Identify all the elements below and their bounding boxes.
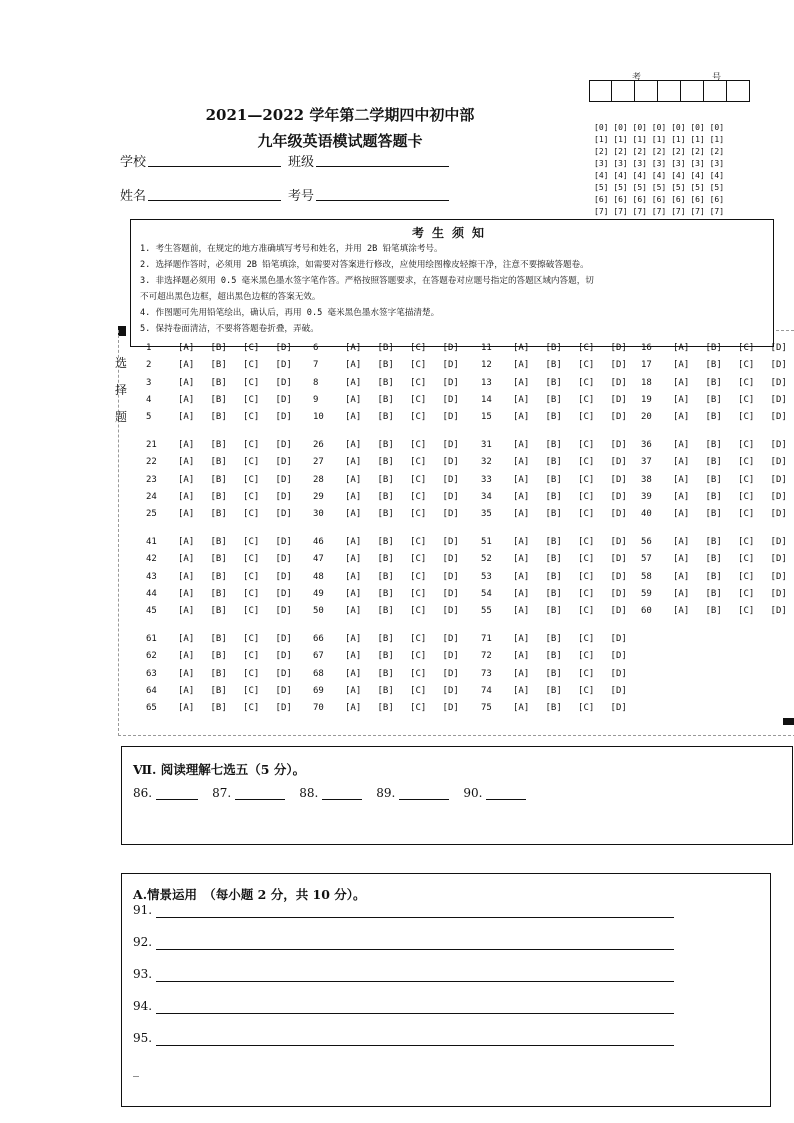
question-number: 23 [146,474,157,485]
question-number: 56 [641,537,652,547]
answer-options[interactable]: [A] [B] [C] [D] [513,343,627,353]
section-7-blanks [133,786,526,800]
mc-question-row[interactable] [641,509,787,519]
mc-question-row[interactable] [481,572,627,582]
question-number: 22 [146,457,157,468]
answer-options[interactable]: [A] [B] [C] [D] [673,491,787,502]
question-number: 46 [313,537,324,547]
question-number: 73 [481,668,492,679]
question-number: 66 [313,634,324,644]
mc-question-row[interactable] [313,360,459,370]
exam-digit-row[interactable]: [5] [5] [5] [5] [5] [5] [5] [594,183,725,192]
answer-options[interactable]: [A] [B] [C] [D] [178,606,292,617]
answer-line[interactable] [156,1012,674,1014]
answer-options[interactable]: [A] [B] [C] [D] [345,651,459,662]
question-number: 5 [146,412,152,423]
notice-line: 1. 考生答题前，在规定的地方准确填写考号和姓名，并用 2B 铅笔填涂考号。 [140,244,443,254]
question-number: 44 [146,588,157,599]
mc-question-row[interactable] [313,634,459,644]
answer-options[interactable]: [A] [B] [C] [D] [345,606,459,617]
blank-item [463,786,526,800]
exam-digit-box[interactable] [704,80,727,102]
mc-question-row[interactable] [146,378,292,388]
mc-question-row[interactable] [146,554,292,564]
mc-question-row[interactable] [146,475,292,485]
question-number: 27 [313,457,324,468]
mc-question-row[interactable] [146,509,292,519]
exam-digit-box[interactable] [727,80,750,102]
answer-options[interactable]: [A] [B] [C] [D] [178,537,292,547]
blank-number: 86. [133,786,153,800]
blank-item [133,786,198,800]
mc-question-row[interactable] [146,589,292,599]
answer-options[interactable]: [A] [B] [C] [D] [673,537,787,547]
mc-question-row[interactable] [481,589,627,599]
exam-digit-box[interactable] [589,80,612,102]
school-label: 学校 [120,155,147,170]
exam-digit-box[interactable] [681,80,704,102]
answer-options[interactable]: [A] [B] [C] [D] [345,412,459,423]
question-number: 8 [313,377,319,388]
mc-question-row[interactable] [146,686,292,696]
question-number: 53 [481,571,492,582]
answer-options[interactable]: [A] [B] [C] [D] [513,554,627,565]
question-number: 64 [146,685,157,696]
answer-options[interactable]: [A] [B] [C] [D] [345,668,459,679]
answer-options[interactable]: [A] [B] [C] [D] [513,360,627,371]
answer-options[interactable]: [A] [B] [C] [D] [513,685,627,696]
notice-line: 5. 保持卷面清洁，不要将答题卷折叠，弄破。 [140,324,319,334]
mc-question-row[interactable] [641,589,787,599]
section-7-title: Ⅶ. 阅读理解七选五（5 分）。 [133,762,306,777]
section-a-trailing-mark: _ [133,1063,139,1077]
answer-options[interactable]: [A] [B] [C] [D] [178,588,292,599]
blank-answer-line[interactable] [322,787,362,800]
question-number: 70 [313,703,324,714]
mc-question-row[interactable] [146,537,292,547]
mc-question-row[interactable] [313,703,459,713]
question-number: 29 [313,491,324,502]
exam-digit-row[interactable]: [0] [0] [0] [0] [0] [0] [0] [594,123,725,132]
mc-side-label-char: 题 [114,410,127,424]
class-field[interactable] [316,153,449,167]
answer-options[interactable]: [A] [B] [C] [D] [513,377,627,388]
blank-item [299,786,362,800]
exam-digit-row[interactable]: [6] [6] [6] [6] [6] [6] [6] [594,195,725,204]
mc-question-row[interactable] [641,606,787,616]
answer-options[interactable]: [A] [B] [C] [D] [345,685,459,696]
question-number: 4 [146,394,152,405]
mc-question-row[interactable] [481,378,627,388]
answer-options[interactable]: [A] [B] [C] [D] [345,491,459,502]
question-number: 16 [641,343,652,353]
question-number: 65 [146,703,157,714]
answer-options[interactable]: [A] [B] [C] [D] [513,440,627,450]
question-number: 63 [146,668,157,679]
question-number: 31 [481,440,492,450]
mc-question-row[interactable] [313,378,459,388]
mc-question-row[interactable] [146,492,292,502]
mc-question-row[interactable] [481,537,627,547]
name-field[interactable] [148,187,281,201]
answer-number: 95. [133,1031,153,1045]
question-number: 47 [313,554,324,565]
answer-options[interactable]: [A] [B] [C] [D] [673,377,787,388]
answer-options[interactable]: [A] [B] [C] [D] [513,703,627,714]
notice-line: 不可超出黑色边框，超出黑色边框的答案无效。 [140,292,321,302]
answer-options[interactable]: [A] [B] [C] [D] [513,634,627,644]
answer-options[interactable]: [A] [B] [C] [D] [513,537,627,547]
question-number: 55 [481,606,492,617]
answer-options[interactable]: [A] [B] [C] [D] [513,509,627,520]
exam-number-boxes [589,80,750,102]
mc-question-row[interactable] [641,554,787,564]
answer-options[interactable]: [A] [B] [C] [D] [673,554,787,565]
question-number: 18 [641,377,652,388]
mc-question-row[interactable] [313,492,459,502]
blank-item [376,786,449,800]
mc-question-row[interactable] [641,343,787,353]
name-label: 姓名 [120,189,147,204]
answer-options[interactable]: [A] [B] [C] [D] [513,606,627,617]
mc-question-row[interactable] [481,343,627,353]
question-number: 13 [481,377,492,388]
mc-question-row[interactable] [146,703,292,713]
answer-options[interactable]: [A] [B] [C] [D] [513,394,627,405]
mc-side-label-char: 选 [114,356,127,370]
answer-line[interactable] [156,980,674,982]
mc-question-row[interactable] [481,509,627,519]
question-number: 74 [481,685,492,696]
exam-digit-bubbles [594,123,724,219]
question-number: 11 [481,343,492,353]
question-number: 41 [146,537,157,547]
answer-options[interactable]: [A] [B] [C] [D] [345,474,459,485]
answer-options[interactable]: [A] [B] [C] [D] [345,588,459,599]
answer-line[interactable] [156,948,674,950]
class-label: 班级 [288,155,315,170]
question-number: 50 [313,606,324,617]
answer-options[interactable]: [A] [B] [C] [D] [513,651,627,662]
mc-question-row[interactable] [481,554,627,564]
question-number: 2 [146,360,152,371]
question-number: 67 [313,651,324,662]
question-number: 75 [481,703,492,714]
mc-question-row[interactable] [481,475,627,485]
answer-options[interactable]: [A] [B] [C] [D] [673,343,787,353]
mc-question-row[interactable] [313,589,459,599]
answer-options[interactable]: [A] [B] [C] [D] [345,571,459,582]
question-number: 40 [641,509,652,520]
answer-options[interactable]: [A] [B] [C] [D] [345,457,459,468]
answer-number: 93. [133,967,153,981]
answer-options[interactable]: [A] [B] [C] [D] [178,457,292,468]
question-number: 57 [641,554,652,565]
section-a-title: A.情景运用 （每小题 2 分，共 10 分）。 [133,887,366,902]
mc-question-row[interactable] [146,343,292,353]
question-number: 28 [313,474,324,485]
mc-question-row[interactable] [313,669,459,679]
answer-options[interactable]: [A] [B] [C] [D] [345,394,459,405]
exam-digit-row[interactable]: [4] [4] [4] [4] [4] [4] [4] [594,171,725,180]
mc-question-row[interactable] [481,395,627,405]
question-number: 45 [146,606,157,617]
exam-grid-label-left: 考 [632,73,642,83]
answer-options[interactable]: [A] [B] [C] [D] [673,606,787,617]
answer-options[interactable]: [A] [B] [C] [D] [178,509,292,520]
mc-question-row[interactable] [641,475,787,485]
exam-digit-row[interactable]: [2] [2] [2] [2] [2] [2] [2] [594,147,725,156]
mc-question-row[interactable] [146,412,292,422]
question-number: 36 [641,440,652,450]
answer-options[interactable]: [A] [B] [C] [D] [513,668,627,679]
mc-side-label-char: 择 [114,383,127,397]
answer-options[interactable]: [A] [B] [C] [D] [673,394,787,405]
mc-question-row[interactable] [313,457,459,467]
answer-options[interactable]: [A] [B] [C] [D] [513,571,627,582]
question-number: 10 [313,412,324,423]
mc-question-row[interactable] [146,669,292,679]
question-number: 20 [641,412,652,423]
mc-question-row[interactable] [641,572,787,582]
mc-question-row[interactable] [481,457,627,467]
answer-number: 91. [133,903,153,917]
question-number: 58 [641,571,652,582]
answer-options[interactable]: [A] [B] [C] [D] [673,588,787,599]
mc-question-row[interactable] [641,412,787,422]
answer-options[interactable]: [A] [B] [C] [D] [178,394,292,405]
mc-question-row[interactable] [481,606,627,616]
mc-question-row[interactable] [481,634,627,644]
blank-number: 88. [299,786,319,800]
notice-line: 3. 非选择题必须用 0.5 毫米黑色墨水签字笔作答。严格按照答题要求，在答题卷对应题号指定的答题区域内答题，切 [140,276,594,286]
mc-side-label [113,350,129,431]
blank-answer-line[interactable] [156,787,198,800]
mc-question-row[interactable] [313,554,459,564]
question-number: 26 [313,440,324,450]
mc-question-row[interactable] [641,537,787,547]
question-number: 37 [641,457,652,468]
mc-question-row[interactable] [313,572,459,582]
question-number: 68 [313,668,324,679]
mc-question-row[interactable] [146,606,292,616]
exam-digit-box[interactable] [612,80,635,102]
mc-question-row[interactable] [146,440,292,450]
answer-options[interactable]: [A] [B] [C] [D] [345,360,459,371]
blank-item [212,786,285,800]
answer-options[interactable]: [A] [B] [C] [D] [345,509,459,520]
mc-question-row[interactable] [641,360,787,370]
section-a-box [121,873,771,1107]
title-card: 九年级英语模试题答题卡 [257,132,423,150]
mc-question-row[interactable] [641,440,787,450]
question-number: 34 [481,491,492,502]
exam-digit-row[interactable]: [7] [7] [7] [7] [7] [7] [7] [594,207,725,216]
school-field[interactable] [148,153,281,167]
exam-no-label: 考号 [288,189,315,204]
answer-options[interactable]: [A] [B] [C] [D] [345,537,459,547]
mc-question-row[interactable] [146,572,292,582]
question-number: 38 [641,474,652,485]
answer-options[interactable]: [A] [B] [C] [D] [345,343,459,353]
question-number: 14 [481,394,492,405]
answer-options[interactable]: [A] [B] [C] [D] [673,412,787,423]
answer-line[interactable] [156,1044,674,1046]
question-number: 51 [481,537,492,547]
mc-question-row[interactable] [313,343,459,353]
mc-question-row[interactable] [481,492,627,502]
mc-question-row[interactable] [481,651,627,661]
answer-options[interactable]: [A] [B] [C] [D] [345,377,459,388]
exam-digit-box[interactable] [658,80,681,102]
question-number: 54 [481,588,492,599]
question-number: 49 [313,588,324,599]
answer-options[interactable]: [A] [B] [C] [D] [673,474,787,485]
answer-options[interactable]: [A] [B] [C] [D] [673,571,787,582]
question-number: 71 [481,634,492,644]
answer-options[interactable]: [A] [B] [C] [D] [178,634,292,644]
mc-question-row[interactable] [481,412,627,422]
answer-options[interactable]: [A] [B] [C] [D] [178,651,292,662]
question-number: 48 [313,571,324,582]
answer-options[interactable]: [A] [B] [C] [D] [178,554,292,565]
answer-options[interactable]: [A] [B] [C] [D] [673,457,787,468]
question-number: 72 [481,651,492,662]
question-number: 59 [641,588,652,599]
answer-options[interactable]: [A] [B] [C] [D] [513,457,627,468]
mc-question-row[interactable] [146,360,292,370]
question-number: 15 [481,412,492,423]
exam-no-field[interactable] [316,187,449,201]
question-number: 1 [146,343,152,353]
question-number: 9 [313,394,319,405]
mc-question-row[interactable] [313,395,459,405]
mc-question-row[interactable] [313,509,459,519]
blank-answer-line[interactable] [399,787,449,800]
mc-question-row[interactable] [481,669,627,679]
answer-options[interactable]: [A] [B] [C] [D] [345,634,459,644]
notice-line: 2. 选择题作答时，必须用 2B 铅笔填涂，如需要对答案进行修改，应使用绘图橡皮轻擦干净，注意不要擦破答题卷。 [140,260,589,270]
exam-grid-label-right: 号 [712,73,722,83]
answer-options[interactable]: [A] [B] [C] [D] [178,412,292,423]
mc-question-row[interactable] [481,440,627,450]
answer-options[interactable]: [A] [B] [C] [D] [178,440,292,450]
answer-number: 92. [133,935,153,949]
answer-options[interactable]: [A] [B] [C] [D] [345,703,459,714]
mc-question-row[interactable] [481,686,627,696]
question-number: 32 [481,457,492,468]
blank-answer-line[interactable] [235,787,285,800]
blank-number: 89. [376,786,396,800]
exam-notice [130,219,774,347]
notice-line: 4. 作图题可先用铅笔绘出，确认后，再用 0.5 毫米黑色墨水签字笔描清楚。 [140,308,440,318]
question-number: 33 [481,474,492,485]
mc-question-row[interactable] [146,395,292,405]
question-number: 43 [146,571,157,582]
question-number: 52 [481,554,492,565]
mc-question-row[interactable] [313,651,459,661]
question-number: 6 [313,343,319,353]
question-number: 21 [146,440,157,450]
question-number: 35 [481,509,492,520]
mc-question-row[interactable] [641,457,787,467]
answer-line[interactable] [156,916,674,918]
answer-number: 94. [133,999,153,1013]
question-number: 60 [641,606,652,617]
mc-question-row[interactable] [481,703,627,713]
mc-question-row[interactable] [313,537,459,547]
answer-options[interactable]: [A] [B] [C] [D] [178,474,292,485]
blank-number: 87. [212,786,232,800]
question-number: 42 [146,554,157,565]
exam-digit-box[interactable] [635,80,658,102]
blank-answer-line[interactable] [486,787,526,800]
answer-options[interactable]: [A] [B] [C] [D] [345,554,459,565]
answer-options[interactable]: [A] [B] [C] [D] [178,343,292,353]
question-number: 25 [146,509,157,520]
answer-options[interactable]: [A] [B] [C] [D] [513,474,627,485]
question-number: 12 [481,360,492,371]
answer-options[interactable]: [A] [B] [C] [D] [673,440,787,450]
answer-options[interactable]: [A] [B] [C] [D] [345,440,459,450]
question-number: 7 [313,360,319,371]
answer-options[interactable]: [A] [B] [C] [D] [178,360,292,371]
question-number: 3 [146,377,152,388]
answer-options[interactable]: [A] [B] [C] [D] [673,509,787,520]
answer-options[interactable]: [A] [B] [C] [D] [178,377,292,388]
answer-options[interactable]: [A] [B] [C] [D] [673,360,787,371]
answer-options[interactable]: [A] [B] [C] [D] [178,571,292,582]
answer-options[interactable]: [A] [B] [C] [D] [178,685,292,696]
mc-question-row[interactable] [313,606,459,616]
question-number: 61 [146,634,157,644]
answer-options[interactable]: [A] [B] [C] [D] [178,703,292,714]
mc-question-row[interactable] [313,686,459,696]
mc-question-row[interactable] [146,457,292,467]
exam-digit-row[interactable]: [3] [3] [3] [3] [3] [3] [3] [594,159,725,168]
answer-options[interactable]: [A] [B] [C] [D] [178,668,292,679]
question-number: 69 [313,685,324,696]
mc-question-row[interactable] [146,634,292,644]
answer-options[interactable]: [A] [B] [C] [D] [513,588,627,599]
question-number: 19 [641,394,652,405]
question-number: 39 [641,491,652,502]
question-number: 30 [313,509,324,520]
exam-digit-row[interactable]: [1] [1] [1] [1] [1] [1] [1] [594,135,725,144]
mc-question-row[interactable] [313,412,459,422]
mc-question-row[interactable] [641,378,787,388]
blank-number: 90. [463,786,483,800]
title-year: 2021—2022 学年第二学期四中初中部 [205,106,475,124]
mc-question-row[interactable] [641,395,787,405]
mc-question-row[interactable] [146,651,292,661]
alignment-marker [783,718,794,725]
mc-question-row[interactable] [313,440,459,450]
mc-question-row[interactable] [641,492,787,502]
answer-options[interactable]: [A] [B] [C] [D] [513,412,627,423]
notice-title: 考生须知 [411,226,492,240]
question-number: 17 [641,360,652,371]
mc-question-row[interactable] [313,475,459,485]
mc-question-row[interactable] [481,360,627,370]
answer-options[interactable]: [A] [B] [C] [D] [178,491,292,502]
question-number: 62 [146,651,157,662]
answer-options[interactable]: [A] [B] [C] [D] [513,491,627,502]
question-number: 24 [146,491,157,502]
